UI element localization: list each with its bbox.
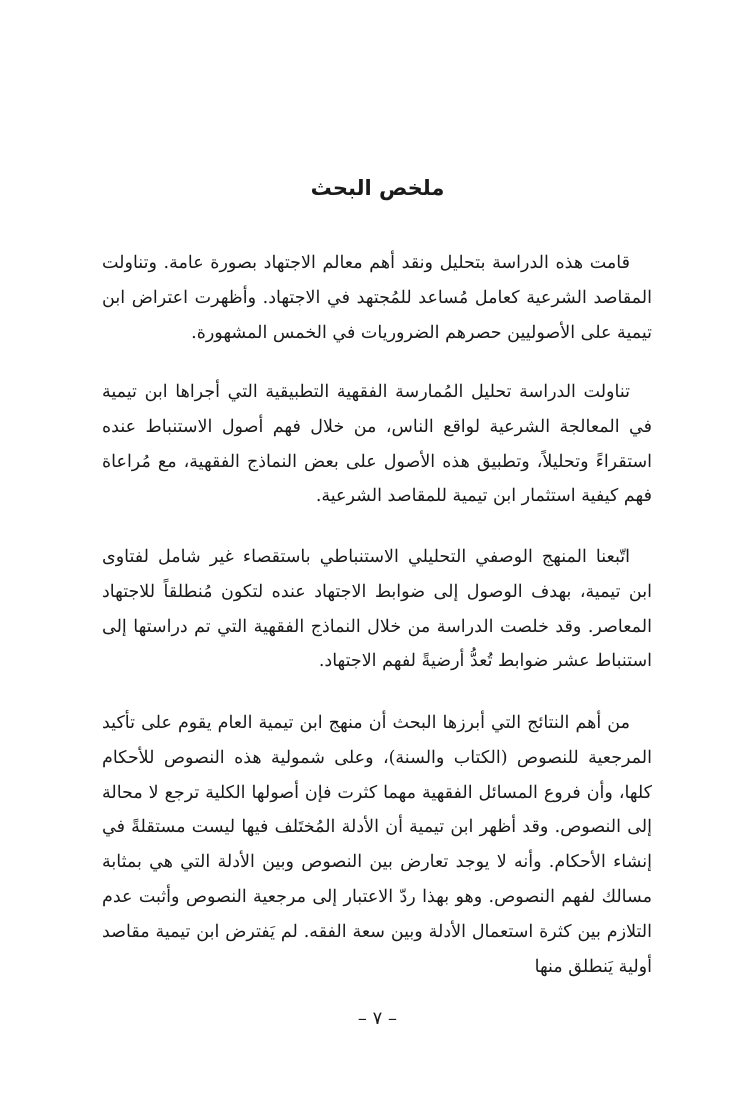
paragraph-text: تناولت الدراسة تحليل المُمارسة الفقهية التطبيقية التي أجراها ابن تيمية في المعالجة الشرعية لواقع الناس، من خلال فهم أصول الاستنباط عنده استقراءً وتحليلاً، وتطبيق هذه الأصول على بعض النماذج الفقهية، مع مُراعاة فهم كيفية استثمار ابن تيمية للمقاصد الشرعية. (102, 382, 652, 507)
page-number: – ٧ – (357, 1008, 398, 1029)
paragraph-text: قامت هذه الدراسة بتحليل ونقد أهم معالم الاجتهاد بصورة عامة. وتناولت المقاصد الشرعية كعامل مُساعد للمُجتهد في الاجتهاد. وأظهرت اعتراض ابن تيمية على الأصوليين حصرهم الضروريات في الخمس المشهورة. (102, 253, 652, 343)
page-title: ملخص البحث (310, 176, 445, 200)
paragraph-block (102, 375, 652, 514)
paragraph-block (102, 540, 652, 679)
paragraph-block (102, 246, 652, 350)
paragraph-text: من أهم النتائج التي أبرزها البحث أن منهج ابن تيمية العام يقوم على تأكيد المرجعية للنصوص (الكتاب والسنة)، وعلى شمولية هذه النصوص للأحكام كلها، وأن فروع المسائل الفقهية مهما كثرت فإن أصولها الكلية ترجع لا محالة إلى النصوص. وقد أظهر ابن تيمية أن الأدلة المُختَلف فيها ليست مستقلةً في إنشاء الأحكام. وأنه لا يوجد تعارض بين النصوص وبين الأدلة التي هي بمثابة مسالك لفهم النصوص. وهو بهذا ردّ الاعتبار إلى مرجعية النصوص وأثبت عدم التلازم بين كثرة استعمال الأدلة وبين سعة الفقه. لم يَفترض ابن تيمية مقاصد أولية يَنطلق منها (102, 713, 652, 977)
paragraph-text: اتّبعنا المنهج الوصفي التحليلي الاستنباطي باستقصاء غير شامل لفتاوى ابن تيمية، بهدف الوصول إلى ضوابط الاجتهاد عنده لتكون مُنطلقاً للاجتهاد المعاصر. وقد خلصت الدراسة من خلال النماذج الفقهية التي تم دراستها إلى استنباط عشر ضوابط تُعدُّ أرضيةً لفهم الاجتهاد. (102, 547, 652, 672)
paragraph-block (102, 706, 652, 984)
